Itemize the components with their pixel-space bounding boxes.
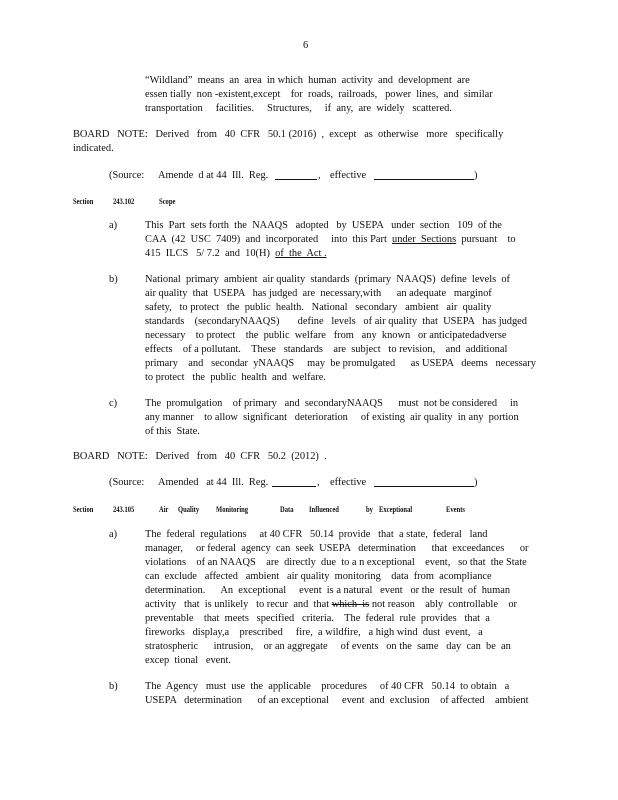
- inserted-text: of the Act .: [275, 248, 327, 259]
- item-b-line-7: primary and secondar yNAAQS may be promulgated as USEPA deems necessary: [145, 358, 536, 369]
- item-c-line-2: any manner to allow significant deterioration of existing air quality in any portion: [145, 412, 519, 423]
- page-number: 6: [303, 40, 309, 51]
- item-a-line-7: preventable that meets specified criteria. The federal rule provides that a: [145, 613, 490, 624]
- item-a-line-2: CAA (42 USC 7409) and incorporated into this Part under Sections pursuant to: [145, 234, 516, 245]
- wildland-line-3: transportation facilities. Structures, if any, are widely scattered.: [145, 103, 452, 114]
- item-b-line-2: air quality that USEPA has judged are necessary,with an adequate marginof: [145, 288, 492, 299]
- item-a-line-10: excep tional event.: [145, 655, 231, 666]
- section-title-word: Influenced: [309, 505, 339, 514]
- item-a-line-3: violations of an NAAQS are directly due to a n exceptional event, so that the State: [145, 557, 527, 568]
- source-2-prefix: (Source:: [109, 477, 145, 488]
- section-title-word: by: [366, 505, 373, 514]
- section-title-word: Air: [159, 505, 169, 514]
- item-b-line-1: The Agency must use the applicable procedures of 40 CFR 50.14 to obtain a: [145, 681, 510, 692]
- section-number: 243.102: [113, 197, 135, 206]
- source-2-effective-blank: [374, 476, 474, 487]
- section-number: 243.105: [113, 505, 135, 514]
- section-title-word: Quality: [178, 505, 200, 514]
- item-b-line-6: effects of a pollutant. These standards are subject to revision, and additional: [145, 344, 508, 355]
- item-a-line-3: 415 ILCS 5/ 7.2 and 10(H) of the Act .: [145, 248, 327, 259]
- item-a-line-8: fireworks display,a prescribed fire, a wildfire, a high wind dust event, a: [145, 627, 483, 638]
- item-marker: b): [109, 274, 118, 285]
- source-2-text: Amended at 44 Ill. Reg.: [158, 477, 269, 488]
- item-b-line-3: safety, to protect the public health. National secondary ambient air quality: [145, 302, 492, 313]
- item-a-line-9: stratospheric intrusion, or an aggregate of events on the same day can be an: [145, 641, 511, 652]
- deleted-text: which is: [331, 599, 370, 610]
- section-label: Section: [73, 505, 94, 514]
- item-b-line-8: to protect the public health and welfare.: [145, 372, 326, 383]
- wildland-line-2: essen tially non -existent,except for roads, railroads, power lines, and similar: [145, 89, 493, 100]
- board-note-2: BOARD NOTE: Derived from 40 CFR 50.2 (2012) .: [73, 451, 327, 462]
- item-marker: a): [109, 529, 118, 540]
- item-a-line-1: The federal regulations at 40 CFR 50.14 provide that a state, federal land: [145, 529, 488, 540]
- source-1-effective: effective: [330, 170, 367, 181]
- item-b-line-5: necessary to protect the public welfare from any known or anticipatedadverse: [145, 330, 507, 341]
- item-marker: a): [109, 220, 118, 231]
- source-2-effective: effective: [330, 477, 367, 488]
- item-a-line-5: determination. An exceptional event is a natural event or the result of human: [145, 585, 511, 596]
- wildland-line-1: “Wildland” means an area in which human activity and development are: [145, 75, 470, 86]
- item-b-line-2: USEPA determination of an exceptional event and exclusion of affected ambient: [145, 695, 529, 706]
- item-a-line-2: manager, or federal agency can seek USEPA determination that exceedances or: [145, 543, 529, 554]
- inserted-text: under Sections: [392, 234, 457, 245]
- section-title: Scope: [159, 197, 176, 206]
- item-marker: c): [109, 398, 118, 409]
- section-title-word: Data: [280, 505, 294, 514]
- source-1-effective-blank: [374, 169, 474, 180]
- source-1-text: Amende d at 44 Ill. Reg.: [158, 170, 269, 181]
- board-note-1-line-2: indicated.: [73, 143, 114, 154]
- item-c-line-1: The promulgation of primary and secondaryNAAQS must not be considered in: [145, 398, 519, 409]
- board-note-1-line-1: BOARD NOTE: Derived from 40 CFR 50.1 (2016) , except as otherwise more specifically: [73, 129, 504, 140]
- section-title-word: Events: [446, 505, 465, 514]
- source-1-close: ): [474, 170, 478, 181]
- source-1-prefix: (Source:: [109, 170, 145, 181]
- item-a-line-4: can exclude affected ambient air quality monitoring data from acompliance: [145, 571, 492, 582]
- item-a-line-6: activity that is unlikely to recur and that which is not reason ably controllable or: [145, 599, 517, 610]
- source-1-reg-blank: [275, 169, 317, 180]
- source-2-reg-blank: [272, 476, 316, 487]
- section-title-word: Monitoring: [216, 505, 249, 514]
- item-b-line-4: standards (secondaryNAAQS) define levels of air quality that USEPA has judged: [145, 316, 527, 327]
- item-a-line-1: This Part sets forth the NAAQS adopted by USEPA under section 109 of the: [145, 220, 502, 231]
- source-2-close: ): [474, 477, 478, 488]
- item-marker: b): [109, 681, 118, 692]
- item-c-line-3: of this State.: [145, 426, 200, 437]
- section-label: Section: [73, 197, 94, 206]
- section-title-word: Exceptional: [379, 505, 413, 514]
- item-b-line-1: National primary ambient air quality standards (primary NAAQS) define levels of: [145, 274, 511, 285]
